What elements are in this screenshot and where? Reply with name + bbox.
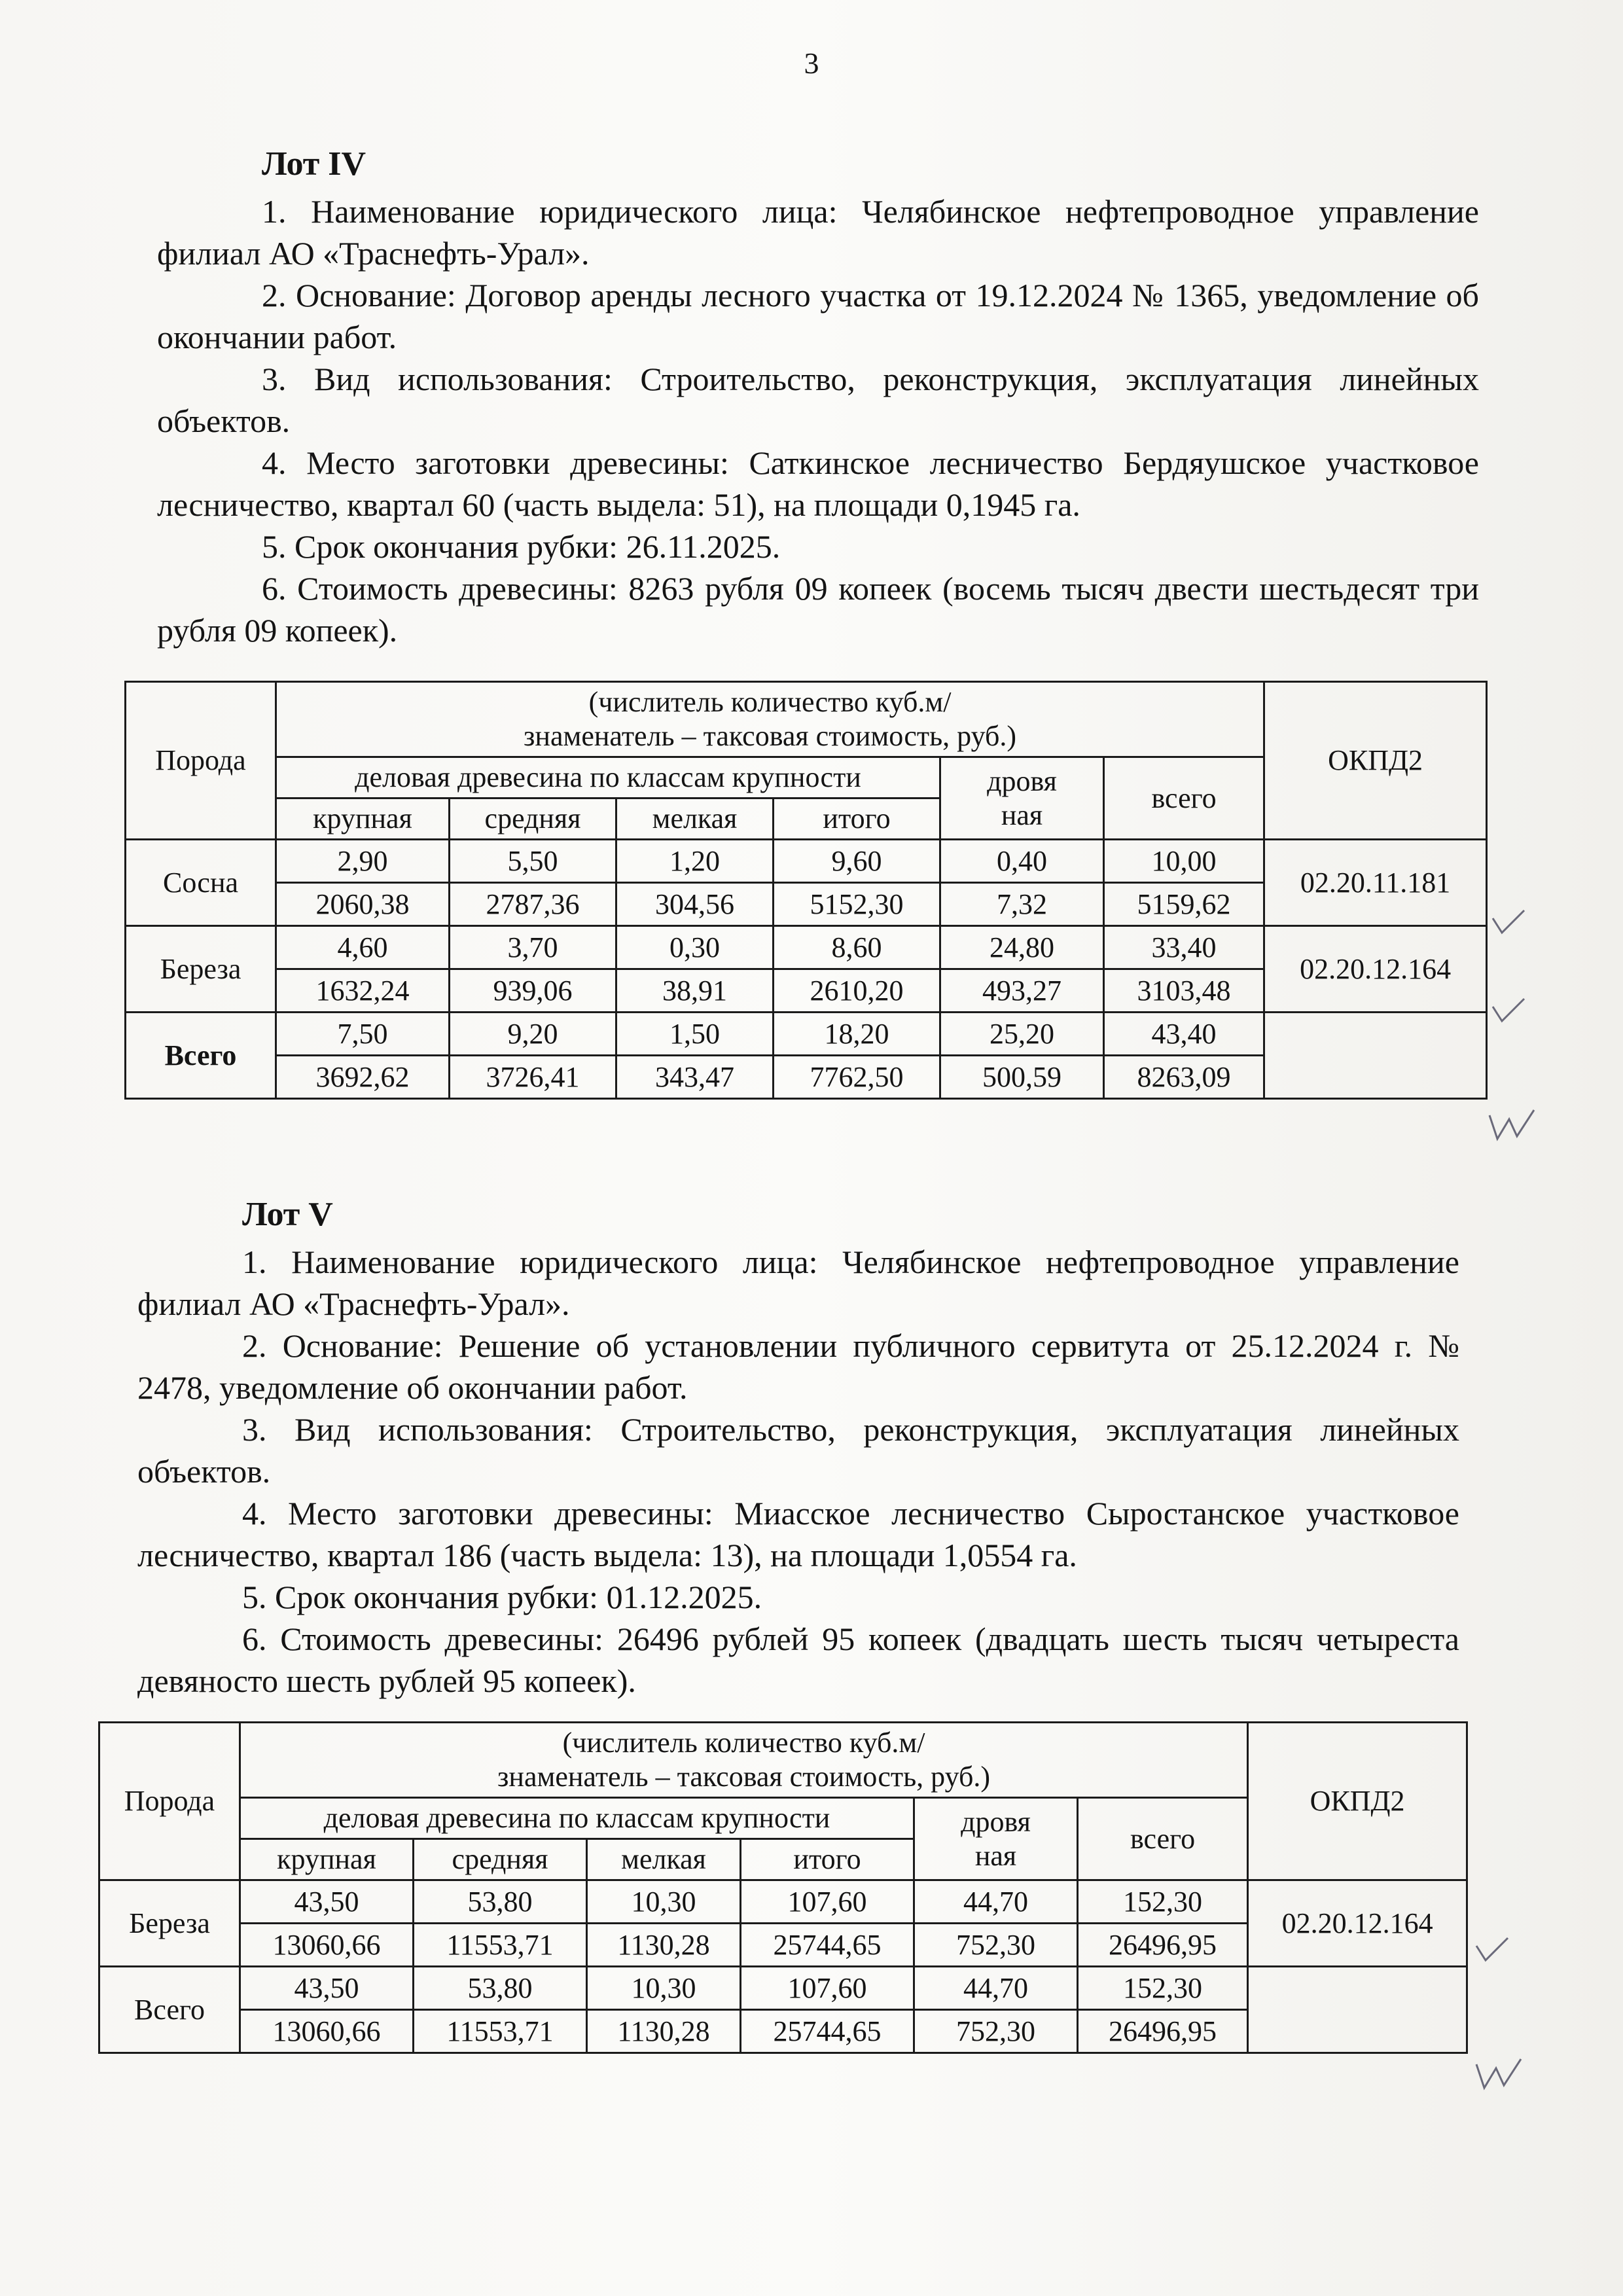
value-cell: 107,60 bbox=[741, 1880, 914, 1924]
lot-4-table bbox=[124, 681, 1488, 1100]
header-subtotal: итого bbox=[774, 798, 940, 840]
header-business-wood: деловая древесина по классам крупности bbox=[240, 1798, 914, 1839]
value-cell: 11553,71 bbox=[414, 1924, 587, 1967]
table-row-total bbox=[99, 1967, 1467, 2010]
lot-4-item-2: 2. Основание: Договор аренды лесного участка от 19.12.2024 № 1365, уведомление об окончании работ. bbox=[157, 277, 1479, 355]
value-cell: 10,30 bbox=[587, 1967, 741, 2010]
header-large: крупная bbox=[240, 1839, 414, 1880]
okpd-cell: 02.20.11.181 bbox=[1264, 840, 1487, 926]
value-cell: 5,50 bbox=[450, 840, 616, 883]
handwritten-check-icon bbox=[1472, 2055, 1525, 2094]
value-cell: 24,80 bbox=[940, 926, 1104, 969]
value-cell: 53,80 bbox=[414, 1967, 587, 2010]
value-cell: 8263,09 bbox=[1104, 1056, 1264, 1099]
value-cell: 13060,66 bbox=[240, 1924, 414, 1967]
lot-5-title: Лот V bbox=[242, 1196, 333, 1233]
value-cell: 53,80 bbox=[414, 1880, 587, 1924]
header-subtotal: итого bbox=[741, 1839, 914, 1880]
handwritten-check-icon bbox=[1472, 1934, 1512, 1967]
value-cell: 304,56 bbox=[616, 883, 774, 926]
header-firewood: дровя ная bbox=[940, 757, 1104, 840]
value-cell: 1130,28 bbox=[587, 2010, 741, 2053]
lot-5-item-2: 2. Основание: Решение об установлении публичного сервитута от 25.12.2024 г. № 2478, уведомление об окончании работ. bbox=[137, 1327, 1459, 1406]
table-row bbox=[99, 1880, 1467, 1924]
lot-5-item-3: 3. Вид использования: Строительство, реконструкция, эксплуатация линейных объектов. bbox=[137, 1411, 1459, 1490]
header-medium: средняя bbox=[450, 798, 616, 840]
header-total: всего bbox=[1104, 757, 1264, 840]
value-cell: 752,30 bbox=[914, 2010, 1078, 2053]
lot-5-item-6: 6. Стоимость древесины: 26496 рублей 95 копеек (двадцать шесть тысяч четыреста девяносто шесть рублей 95 копеек). bbox=[137, 1621, 1459, 1699]
value-cell: 38,91 bbox=[616, 969, 774, 1013]
header-small: мелкая bbox=[616, 798, 774, 840]
value-cell: 3726,41 bbox=[450, 1056, 616, 1099]
species-cell-total: Всего bbox=[99, 1967, 240, 2053]
okpd-cell: 02.20.12.164 bbox=[1264, 926, 1487, 1013]
header-large: крупная bbox=[276, 798, 450, 840]
header-okpd: ОКПД2 bbox=[1248, 1723, 1467, 1880]
lot-4-item-6: 6. Стоимость древесины: 8263 рубля 09 копеек (восемь тысяч двести шестьдесят три рубля 09 копеек). bbox=[157, 570, 1479, 649]
value-cell: 1632,24 bbox=[276, 969, 450, 1013]
value-cell: 1130,28 bbox=[587, 1924, 741, 1967]
lot-5-table bbox=[98, 1721, 1468, 2054]
value-cell: 2060,38 bbox=[276, 883, 450, 926]
okpd-cell bbox=[1248, 1967, 1467, 2053]
value-cell: 26496,95 bbox=[1078, 2010, 1248, 2053]
value-cell: 7762,50 bbox=[774, 1056, 940, 1099]
okpd-cell: 02.20.12.164 bbox=[1248, 1880, 1467, 1967]
header-okpd: ОКПД2 bbox=[1264, 682, 1487, 840]
value-cell: 25744,65 bbox=[741, 1924, 914, 1967]
header-species: Порода bbox=[126, 682, 276, 840]
value-cell: 43,50 bbox=[240, 1880, 414, 1924]
value-cell: 2610,20 bbox=[774, 969, 940, 1013]
header-total: всего bbox=[1078, 1798, 1248, 1880]
value-cell: 26496,95 bbox=[1078, 1924, 1248, 1967]
value-cell: 44,70 bbox=[914, 1967, 1078, 2010]
value-cell: 11553,71 bbox=[414, 2010, 587, 2053]
value-cell: 343,47 bbox=[616, 1056, 774, 1099]
lot-4-item-4: 4. Место заготовки древесины: Саткинское лесничество Бердяушское участковое лесничество, квартал 60 (часть выдела: 51), на площади 0,1945 га. bbox=[157, 444, 1479, 523]
handwritten-check-icon bbox=[1489, 995, 1528, 1028]
handwritten-check-icon bbox=[1486, 1106, 1538, 1145]
species-cell-total: Всего bbox=[126, 1013, 276, 1099]
value-cell: 5152,30 bbox=[774, 883, 940, 926]
value-cell: 939,06 bbox=[450, 969, 616, 1013]
header-caption: (числитель количество куб.м/ знаменатель – таксовая стоимость, руб.) bbox=[276, 682, 1264, 757]
lot-4-item-5: 5. Срок окончания рубки: 26.11.2025. bbox=[262, 528, 781, 565]
value-cell: 3692,62 bbox=[276, 1056, 450, 1099]
value-cell: 152,30 bbox=[1078, 1880, 1248, 1924]
value-cell: 10,30 bbox=[587, 1880, 741, 1924]
value-cell: 107,60 bbox=[741, 1967, 914, 2010]
value-cell: 7,50 bbox=[276, 1013, 450, 1056]
value-cell: 13060,66 bbox=[240, 2010, 414, 2053]
value-cell: 2,90 bbox=[276, 840, 450, 883]
lot-4-item-1: 1. Наименование юридического лица: Челябинское нефтепроводное управление филиал АО «Траснефть-Урал». bbox=[157, 193, 1479, 272]
lot-5-item-5: 5. Срок окончания рубки: 01.12.2025. bbox=[242, 1579, 762, 1615]
value-cell: 500,59 bbox=[940, 1056, 1104, 1099]
value-cell: 9,60 bbox=[774, 840, 940, 883]
species-cell: Береза bbox=[126, 926, 276, 1013]
value-cell: 2787,36 bbox=[450, 883, 616, 926]
value-cell: 18,20 bbox=[774, 1013, 940, 1056]
page-number: 3 bbox=[804, 46, 819, 80]
species-cell: Береза bbox=[99, 1880, 240, 1967]
lot-4-item-3: 3. Вид использования: Строительство, реконструкция, эксплуатация линейных объектов. bbox=[157, 361, 1479, 439]
table-row bbox=[126, 840, 1487, 883]
value-cell: 25,20 bbox=[940, 1013, 1104, 1056]
lot-4-title: Лот IV bbox=[262, 145, 366, 183]
value-cell: 0,40 bbox=[940, 840, 1104, 883]
value-cell: 44,70 bbox=[914, 1880, 1078, 1924]
value-cell: 33,40 bbox=[1104, 926, 1264, 969]
table-row-total bbox=[126, 1013, 1487, 1056]
value-cell: 493,27 bbox=[940, 969, 1104, 1013]
value-cell: 0,30 bbox=[616, 926, 774, 969]
value-cell: 25744,65 bbox=[741, 2010, 914, 2053]
lot-4-section bbox=[157, 141, 1479, 651]
value-cell: 1,20 bbox=[616, 840, 774, 883]
header-firewood: дровя ная bbox=[914, 1798, 1078, 1880]
value-cell: 3,70 bbox=[450, 926, 616, 969]
value-cell: 43,50 bbox=[240, 1967, 414, 2010]
lot-5-section bbox=[137, 1191, 1459, 1702]
header-medium: средняя bbox=[414, 1839, 587, 1880]
lot-5-item-1: 1. Наименование юридического лица: Челябинское нефтепроводное управление филиал АО «Траснефть-Урал». bbox=[137, 1244, 1459, 1322]
table-row bbox=[126, 926, 1487, 969]
lot-5-item-4: 4. Место заготовки древесины: Миасское лесничество Сыростанское участковое лесничество, квартал 186 (часть выдела: 13), на площади 1,0554 га. bbox=[137, 1495, 1459, 1573]
value-cell: 8,60 bbox=[774, 926, 940, 969]
value-cell: 5159,62 bbox=[1104, 883, 1264, 926]
header-caption: (числитель количество куб.м/ знаменатель – таксовая стоимость, руб.) bbox=[240, 1723, 1248, 1798]
okpd-cell bbox=[1264, 1013, 1487, 1099]
value-cell: 152,30 bbox=[1078, 1967, 1248, 2010]
header-small: мелкая bbox=[587, 1839, 741, 1880]
value-cell: 10,00 bbox=[1104, 840, 1264, 883]
value-cell: 7,32 bbox=[940, 883, 1104, 926]
handwritten-check-icon bbox=[1489, 906, 1528, 939]
value-cell: 1,50 bbox=[616, 1013, 774, 1056]
value-cell: 9,20 bbox=[450, 1013, 616, 1056]
header-business-wood: деловая древесина по классам крупности bbox=[276, 757, 940, 798]
header-species: Порода bbox=[99, 1723, 240, 1880]
value-cell: 4,60 bbox=[276, 926, 450, 969]
value-cell: 43,40 bbox=[1104, 1013, 1264, 1056]
value-cell: 3103,48 bbox=[1104, 969, 1264, 1013]
value-cell: 752,30 bbox=[914, 1924, 1078, 1967]
species-cell: Сосна bbox=[126, 840, 276, 926]
